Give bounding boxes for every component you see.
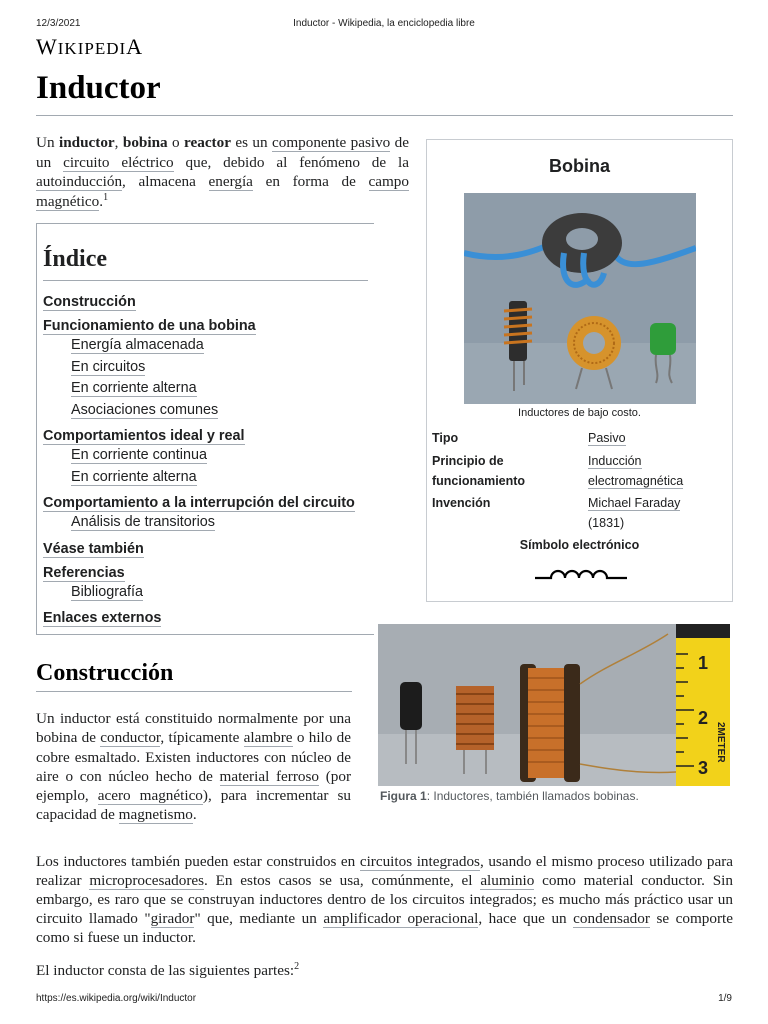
toc-item-en-circuitos[interactable]: En circuitos	[71, 358, 146, 375]
print-page-title: Inductor - Wikipedia, la enciclopedia libre	[293, 18, 475, 29]
toc-item-corriente-alterna-2[interactable]: En corriente alterna	[71, 468, 197, 485]
inductors-ruler-illustration	[378, 624, 730, 786]
figure-label: Figura 1	[380, 789, 427, 803]
link-acero-magnetico[interactable]: acero magnético	[97, 787, 203, 805]
link-campo-magnetico[interactable]: campo magnético	[36, 173, 409, 210]
infobox-symbol-title: Símbolo electrónico	[519, 538, 640, 552]
link-material-ferroso[interactable]: material ferroso	[219, 767, 319, 785]
link-conductor[interactable]: conductor	[100, 729, 161, 747]
table-of-contents	[36, 223, 374, 635]
toc-item-funcionamiento[interactable]: Funcionamiento de una bobina	[43, 318, 256, 334]
toc-divider	[43, 280, 368, 281]
toc-item-corriente-alterna-1[interactable]: En corriente alterna	[71, 380, 197, 396]
toc-title: Índice	[43, 246, 108, 272]
infobox-photo[interactable]	[464, 193, 696, 404]
toc-item-construccion[interactable]: Construcción	[43, 294, 136, 310]
link-circuitos-integrados[interactable]: circuitos integrados	[359, 853, 480, 870]
toc-item-enlaces-externos[interactable]: Enlaces externos	[43, 610, 162, 626]
figure-1-caption: Figura 1: Inductores, también llamados bobinas.	[380, 789, 639, 803]
toc-list	[43, 287, 374, 627]
inductor-symbol-icon	[533, 565, 629, 581]
infobox-key: Invención	[432, 496, 491, 510]
reference-1[interactable]: 1	[103, 191, 109, 203]
link-autoinduccion[interactable]: autoinducción	[36, 173, 123, 190]
toc-item-interrupcion[interactable]: Comportamiento a la interrupción del circuito	[43, 495, 355, 511]
toc-item-referencias[interactable]: Referencias	[43, 564, 125, 581]
construction-paragraph-2: Los inductores también pueden estar construidos en circuitos integrados, usando el mismo proceso utilizado para realizar microprocesadores. En estos casos se usa, comúnmente, el aluminio como material conductor. Sin embargo, es raro que se construyan inductores dentro de los circuitos integrados; es mucho más práctico usar un circuito llamado "girador" que, mediante un amplificador operacional, hace que un condensador se comporte como si fuese un inductor.	[36, 853, 734, 946]
link-energia[interactable]: energía	[208, 173, 253, 190]
toc-item-corriente-continua[interactable]: En corriente continua	[71, 447, 207, 463]
link-circuito-electrico[interactable]: circuito eléctrico	[63, 153, 174, 171]
inductors-photo-illustration	[464, 193, 696, 404]
link-pasivo[interactable]: Pasivo	[588, 431, 626, 445]
construction-paragraph-1: Un inductor está constituido normalmente por una bobina de conductor, típicamente alambre o hilo de cobre esmaltado. Existen inductores con núcleo de aire o con núcleo hecho de material ferroso (por ejemplo, acero magnético), para incrementar su capacidad de magnetismo.	[36, 710, 351, 824]
link-michael-faraday[interactable]: Michael Faraday	[588, 496, 681, 510]
infobox	[426, 139, 733, 602]
link-componente-pasivo[interactable]: componente pasivo	[272, 134, 391, 151]
infobox-caption: Inductores de bajo costo.	[518, 407, 641, 419]
link-induccion-electromagnetica[interactable]: Inducción electromagnética	[588, 454, 684, 488]
toc-item-vease-tambien[interactable]: Véase también	[43, 540, 144, 557]
link-amplificador-operacional[interactable]: amplificador operacional	[323, 910, 479, 927]
svg-text:2: 2	[698, 708, 709, 728]
infobox-key: Tipo	[432, 431, 459, 445]
wikipedia-logo[interactable]: WIKIPEDIA	[36, 34, 144, 59]
figure-1-image[interactable]	[378, 624, 730, 786]
infobox-title: Bobina	[549, 156, 610, 176]
svg-text:3: 3	[698, 758, 709, 778]
svg-text:1: 1	[698, 653, 709, 673]
print-url: https://es.wikipedia.org/wiki/Inductor	[36, 993, 197, 1004]
link-magnetismo[interactable]: magnetismo	[118, 806, 193, 824]
reference-2[interactable]: 2	[294, 960, 300, 972]
construction-paragraph-3: El inductor consta de las siguientes partes:$^2$	[36, 960, 300, 979]
link-condensador[interactable]: condensador	[573, 910, 650, 927]
title-divider	[36, 115, 733, 116]
print-date: 12/3/2021	[36, 18, 81, 29]
toc-item-asociaciones[interactable]: Asociaciones comunes	[71, 401, 219, 418]
link-aluminio[interactable]: aluminio	[480, 872, 535, 889]
toc-item-transitorios[interactable]: Análisis de transitorios	[71, 514, 215, 530]
intro-paragraph: Un inductor, bobina o reactor es un componente pasivo de un circuito eléctrico que, debido al fenómeno de la autoinducción, almacena energía en forma de campo magnético.$^1$	[36, 134, 410, 210]
print-page-number: 1/9	[718, 993, 732, 1004]
ruler-text: 2METER	[715, 722, 726, 763]
link-girador[interactable]: girador	[150, 910, 195, 927]
toc-item-energia-almacenada[interactable]: Energía almacenada	[71, 337, 204, 353]
toc-item-comportamientos[interactable]: Comportamientos ideal y real	[43, 428, 245, 444]
link-alambre[interactable]: alambre	[243, 729, 293, 747]
section-title-construccion: Construcción	[36, 660, 174, 686]
invention-year: (1831)	[588, 515, 625, 530]
section-divider	[36, 691, 352, 692]
infobox-key: Principio de funcionamiento	[432, 454, 526, 488]
toc-item-bibliografia[interactable]: Bibliografía	[71, 583, 143, 600]
page-title: Inductor	[36, 70, 161, 106]
link-microprocesadores[interactable]: microprocesadores	[89, 872, 205, 889]
